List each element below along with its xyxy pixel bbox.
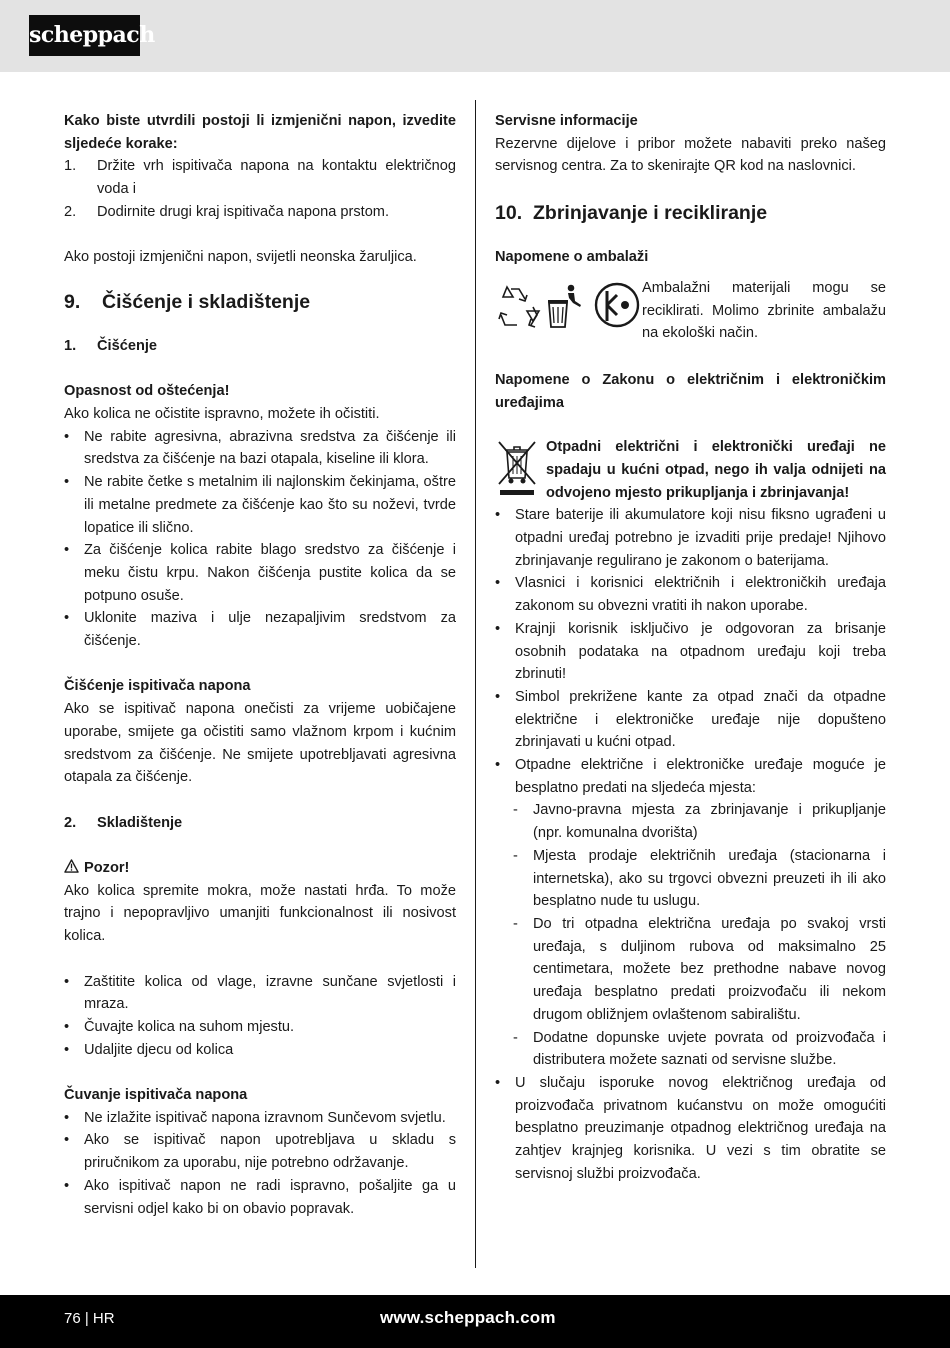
tester-storage-bullets <box>64 1107 456 1221</box>
caution-text: Ako kolica spremite mokra, može nastati hrđa. To može trajno i nepopravljivo umanjiti funkcionalnost ili nosivost kolica. <box>64 882 456 945</box>
header-bar <box>0 0 950 72</box>
neon-text: Ako postoji izmjenični napon, svijetli neonska žaruljica. <box>64 249 417 266</box>
weee-notice <box>495 436 886 504</box>
return-locations-list <box>495 799 886 1071</box>
list-item: • Ne rabite agresivna, abrazivna sredstva za čišćenje ili sredstva za čišćenje na bazi otapala, kiseline ili klora. <box>64 426 456 471</box>
tester-cleaning-text: Ako se ispitivač napona onečisti za vrijeme uobičajene uporabe, smijete ga očistiti samo vlažnom krpom i kućnim sredstvom za čišćenje. Ne smijete upotrebljavati agresivna otapala za čišćenje. <box>64 701 456 786</box>
subsection-storage-heading: 2. Skladištenje <box>64 814 183 831</box>
packaging-title: Napomene o ambalaži <box>495 249 649 266</box>
list-item: • Čuvajte kolica na suhom mjestu. <box>64 1016 456 1039</box>
list-item: • Krajnji korisnik isključivo je odgovoran za brisanje osobnih podataka na otpadnom uređaju koji treba zbrinuti! <box>495 618 886 686</box>
scheppach-logo: scheppach <box>29 15 140 56</box>
list-item: • Otpadne električne i elektroničke uređaje moguće je besplatno predati na sljedeća mjesta: <box>495 754 886 799</box>
danger-title: Opasnost od oštećenja! <box>64 383 230 400</box>
list-item: • Vlasnici i korisnici električnih i elektroničkih uređaja zakonom su obvezni vratiti ih nakon uporabe. <box>495 572 886 617</box>
section-10-heading: 10. Zbrinjavanje i recikliranje <box>495 202 768 225</box>
weee-bold-notice: Otpadni električni i elektronički uređaji ne spadaju u kućni otpad, nego ih valja odnijeti na odvojeno mjesto prikupljanja i zbrinjavanja! <box>546 439 886 501</box>
step-item: 2. Dodirnite drugi kraj ispitivača napona prstom. <box>64 203 390 220</box>
list-item: - Javno-pravna mjesta za zbrinjavanje i prikupljanje (npr. komunalna dvorišta) <box>495 799 886 844</box>
list-item: - Do tri otpadna električna uređaja po svakoj vrsti uređaja, s duljinom rubova od maksimalno 25 centimetara, možete bez prethodne nabave novog uređaja besplatno predati proizvođaču ili nekom drugom obližnjem ovlaštenom sabiralištu. <box>495 913 886 1027</box>
packaging-text: Ambalažni materijali mogu se reciklirati. Molimo zbrinite ambalažu na ekološki način. <box>642 279 886 342</box>
recycle-icon <box>499 287 539 327</box>
list-item: • Zaštitite kolica od vlage, izravne sunčane svjetlosti i mraza. <box>64 971 456 1016</box>
step-item: 1. Držite vrh ispitivača napona na kontaktu električnog voda i <box>64 158 456 198</box>
list-item: • Udaljite djecu od kolica <box>64 1039 456 1062</box>
tester-storage-title: Čuvanje ispitivača napona <box>64 1087 248 1104</box>
left-column <box>64 110 456 1220</box>
storage-bullets <box>64 971 456 1062</box>
packaging-block <box>495 277 886 347</box>
page-number: 76 | HR <box>64 1310 115 1327</box>
column-divider <box>475 100 476 1268</box>
tester-cleaning-title: Čišćenje ispitivača napona <box>64 678 251 695</box>
weee-title: Napomene o Zakonu o električnim i elektroničkim uređajima <box>495 371 886 411</box>
green-dot-icon <box>596 284 638 326</box>
list-item: • Stare baterije ili akumulatore koji nisu fiksno ugrađeni u otpadni uređaj potrebno je izvaditi prije predaje! Njihovo zbrinjavanje regulirano je zakonom o baterijama. <box>495 504 886 572</box>
service-title: Servisne informacije <box>495 113 638 129</box>
warning-icon <box>64 859 79 873</box>
list-item: • Ako ispitivač napon ne radi ispravno, pošaljite ga u servisni odjel kako bi on obavio popravak. <box>64 1175 456 1220</box>
service-text: Rezervne dijelove i pribor možete nabaviti preko našeg servisnog centra. Za to skenirajte QR kod na naslovnici. <box>495 135 886 175</box>
list-item: - Dodatne dopunske uvjete povrata od proizvođača i distributera možete saznati od servisne službe. <box>495 1027 886 1072</box>
list-item: • Za čišćenje kolica rabite blago sredstvo za čišćenje i meku čistu krpu. Nakon čišćenja pustite kolica da se potpuno osuše. <box>64 539 456 607</box>
crossed-out-bin-icon <box>495 438 539 498</box>
tidyman-bin-icon <box>548 285 581 327</box>
steps-list <box>64 155 456 223</box>
list-item: • Ne rabite četke s metalnim ili najlonskim čekinjama, oštre ili metalne predmete za čišćenje kao što su noževi, tvrde lopatice ili slično. <box>64 471 456 539</box>
cleaning-bullets <box>64 426 456 653</box>
weee-bullets-final <box>495 1072 886 1186</box>
list-item: • Uklonite maziva i ulje nezapaljivim sredstvom za čišćenje. <box>64 607 456 652</box>
weee-bullets <box>495 504 886 799</box>
recycling-symbols <box>495 281 640 331</box>
footer-bar <box>0 1295 950 1348</box>
list-item: • U slučaju isporuke novog električnog uređaja od proizvođača privatnom kućanstvu on može omogućiti besplatno preuzimanje otpadnog električnog uređaja na zahtjev krajnjeg korisnika. U vezi s tim obratite se servisnoj službi proizvođača. <box>495 1072 886 1186</box>
danger-text: Ako kolica ne očistite ispravno, možete ih očistiti. <box>64 406 380 422</box>
intro-heading: Kako biste utvrdili postoji li izmjenični napon, izvedite sljedeće korake: <box>64 113 456 152</box>
section-9-heading: 9. Čišćenje i skladištenje <box>64 290 311 313</box>
subsection-cleaning-heading: 1. Čišćenje <box>64 337 158 354</box>
list-item: • Simbol prekrižene kante za otpad znači da otpadne električne i elektroničke uređaje nije dopušteno zbrinjavati u kućni otpad. <box>495 686 886 754</box>
website-link[interactable]: www.scheppach.com <box>380 1308 556 1327</box>
caution-title: Pozor! <box>64 857 456 880</box>
list-item: - Mjesta prodaje električnih uređaja (stacionarna i internetska), ako su trgovci obvezni preuzeti ih ili ako besplatno nude tu uslugu. <box>495 845 886 913</box>
right-column <box>495 110 886 1185</box>
list-item: • Ako se ispitivač napon upotrebljava u skladu s priručnikom za uporabu, nije potrebno održavanje. <box>64 1129 456 1174</box>
list-item: • Ne izlažite ispitivač napona izravnom Sunčevom svjetlu. <box>64 1107 456 1130</box>
